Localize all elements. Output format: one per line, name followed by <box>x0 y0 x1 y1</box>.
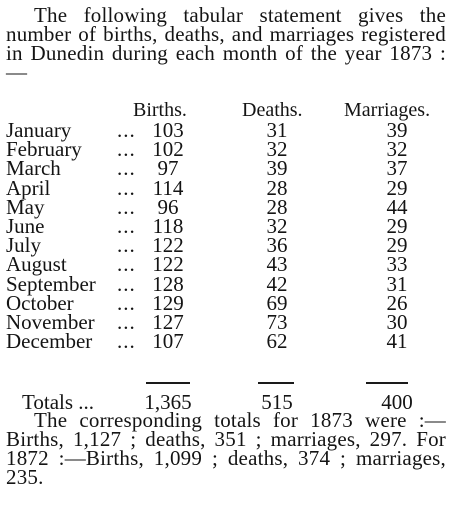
month-label: April <box>6 175 51 200</box>
month-label: October <box>6 290 74 315</box>
leader-dots: ... <box>117 290 136 315</box>
marriages-value: 39 <box>386 118 408 142</box>
table-row <box>0 214 449 238</box>
table-row <box>0 233 449 258</box>
births-column-header: Births. <box>133 99 187 121</box>
deaths-value: 28 <box>266 175 288 200</box>
marriages-total: 400 <box>381 390 413 414</box>
leader-dots: ... <box>117 252 136 277</box>
table-row <box>0 137 449 162</box>
deaths-value: 39 <box>266 156 288 181</box>
deaths-value: 36 <box>266 233 288 258</box>
marriages-value: 26 <box>386 290 408 315</box>
marriages-value: 33 <box>386 252 408 277</box>
month-label: September <box>6 271 96 296</box>
leader-dots: ... <box>117 118 136 142</box>
births-value: 107 <box>152 329 184 354</box>
births-total-rule <box>146 382 190 384</box>
leader-dots: ... <box>117 175 136 200</box>
month-label: June <box>6 214 45 238</box>
marriages-value: 29 <box>386 214 408 238</box>
month-label: February <box>6 137 82 162</box>
deaths-value: 43 <box>266 252 288 277</box>
births-value: 102 <box>152 137 184 162</box>
marriages-value: 41 <box>386 329 408 354</box>
deaths-value: 42 <box>266 271 288 296</box>
marriages-column-header: Marriages. <box>344 99 431 121</box>
table-row <box>0 194 449 219</box>
births-value: 127 <box>152 310 184 334</box>
marriages-value: 29 <box>386 175 408 200</box>
deaths-value: 28 <box>266 194 288 219</box>
leader-dots: ... <box>117 214 136 238</box>
leader-dots: ... <box>117 194 136 219</box>
marriages-value: 29 <box>386 233 408 258</box>
leader-dots: ... <box>117 233 136 258</box>
deaths-total-rule <box>258 382 294 384</box>
table-row <box>0 329 449 354</box>
deaths-value: 62 <box>266 329 288 354</box>
marriages-value: 32 <box>386 137 408 162</box>
month-label: July <box>6 233 42 258</box>
births-value: 122 <box>152 233 184 258</box>
deaths-value: 69 <box>266 290 288 315</box>
leader-dots: ... <box>117 156 136 181</box>
table-row <box>0 156 449 181</box>
births-value: 118 <box>152 214 184 238</box>
deaths-value: 31 <box>266 118 288 142</box>
leader-dots: ... <box>117 329 136 354</box>
month-label: August <box>6 252 67 277</box>
deaths-value: 32 <box>266 137 288 162</box>
births-value: 122 <box>152 252 184 277</box>
births-value: 97 <box>157 156 179 181</box>
intro-paragraph: The following tabular statement gives the number of births, deaths, and marriages registered in Dunedin during each month of the year 1873 :— <box>6 3 446 84</box>
leader-dots: ... <box>117 310 136 334</box>
month-label: January <box>6 118 72 142</box>
closing-paragraph: The corresponding totals for 1873 were :— Births, 1,127 ; deaths, 351 ; marriages, 297. For 1872 :—Births, 1,099 ; deaths, 374 ; marriages, 235. <box>6 408 446 489</box>
deaths-column-header: Deaths. <box>242 99 303 121</box>
month-label: December <box>6 329 93 354</box>
births-value: 114 <box>152 175 184 200</box>
births-value: 128 <box>152 271 184 296</box>
deaths-value: 73 <box>266 310 288 334</box>
births-value: 129 <box>152 290 184 315</box>
marriages-value: 44 <box>386 194 408 219</box>
deaths-total: 515 <box>261 390 293 414</box>
marriages-value: 31 <box>386 271 408 296</box>
table-row <box>0 175 449 200</box>
month-label: May <box>6 194 45 219</box>
births-total: 1,365 <box>144 390 192 414</box>
month-label: November <box>6 310 95 334</box>
births-value: 96 <box>157 194 179 219</box>
births-value: 103 <box>152 118 184 142</box>
leader-dots: ... <box>117 271 136 296</box>
totals-label: Totals ... <box>22 390 95 414</box>
month-label: March <box>6 156 61 181</box>
marriages-value: 30 <box>386 310 408 334</box>
marriages-total-rule <box>366 382 408 384</box>
leader-dots: ... <box>117 137 136 162</box>
deaths-value: 32 <box>266 214 288 238</box>
marriages-value: 37 <box>386 156 408 181</box>
